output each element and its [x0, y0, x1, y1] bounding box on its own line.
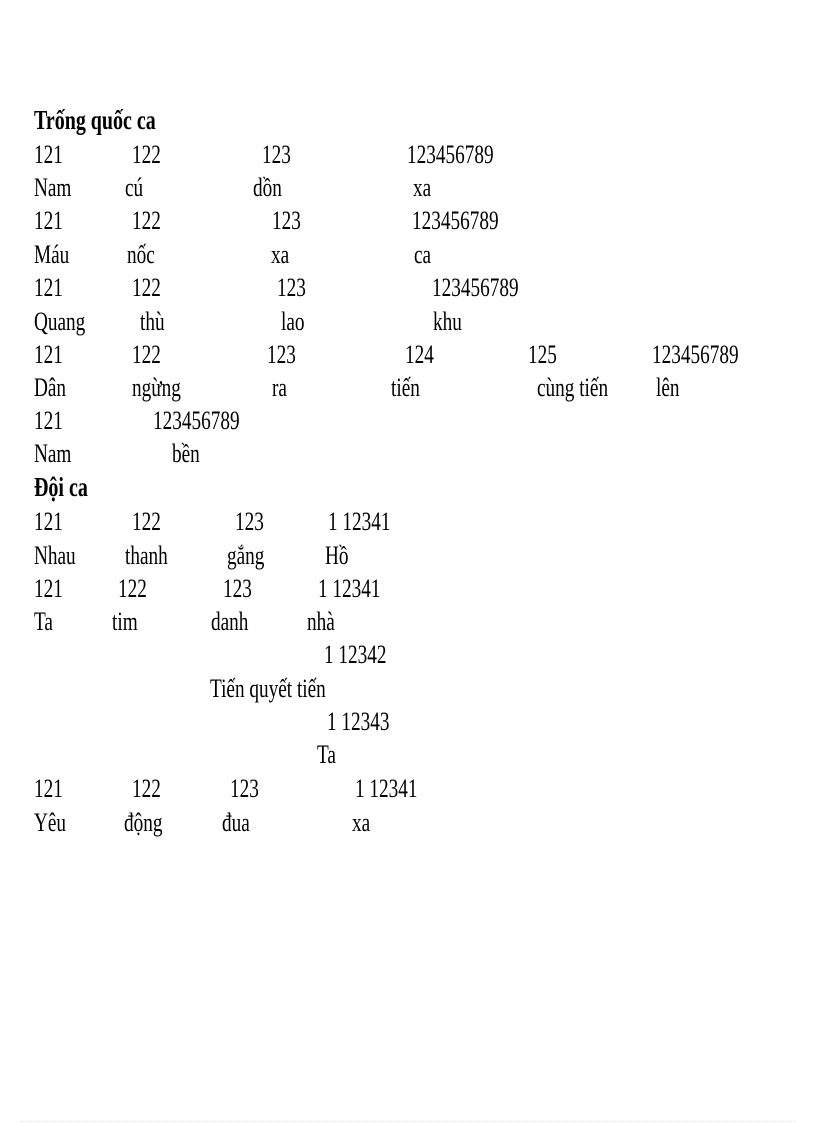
- number-token: 121: [34, 574, 63, 603]
- number-token: 124: [405, 340, 434, 369]
- section-title-line: [0, 471, 816, 504]
- number-token: 122: [132, 340, 161, 369]
- number-token: 123: [223, 574, 252, 603]
- number-line: [0, 271, 816, 304]
- number-token: 123: [267, 340, 296, 369]
- lyric-word: nhà: [307, 607, 335, 636]
- number-token: 122: [132, 774, 161, 803]
- lyric-word: Ta: [34, 607, 53, 636]
- lyric-line: [0, 437, 816, 470]
- lyric-line: [0, 806, 816, 839]
- number-token: 123: [235, 507, 264, 536]
- page-bottom-divider: [20, 1121, 796, 1122]
- lyric-word: ra: [272, 373, 287, 402]
- lyric-word: tiến: [391, 373, 420, 402]
- lyric-line: [0, 371, 816, 404]
- number-line: [0, 772, 816, 805]
- lyric-word: bền: [172, 439, 200, 468]
- number-line: [0, 404, 816, 437]
- lyric-word: xa: [413, 173, 432, 202]
- number-token: 1 12341: [355, 774, 418, 803]
- lyric-word: nốc: [127, 240, 155, 269]
- lyric-line: [0, 738, 816, 771]
- number-token: 1 12341: [328, 507, 391, 536]
- number-token: 1 12343: [327, 707, 390, 736]
- number-token: 123456789: [412, 206, 499, 235]
- number-token: 121: [34, 206, 63, 235]
- lyric-word: ngừng: [132, 373, 181, 402]
- lyric-word: Máu: [34, 240, 70, 269]
- number-token: 123: [272, 206, 301, 235]
- lyric-word: thù: [140, 307, 165, 336]
- number-token: 123: [277, 273, 306, 302]
- number-token: 123456789: [153, 406, 240, 435]
- lyric-word: dồn: [253, 173, 282, 202]
- lyric-line: [0, 605, 816, 638]
- lyric-word: gắng: [227, 541, 265, 570]
- lyric-word: tim: [112, 607, 138, 636]
- number-line: [0, 638, 816, 671]
- number-token: 121: [34, 140, 63, 169]
- lyric-word: động: [124, 808, 163, 837]
- number-token: 125: [528, 340, 557, 369]
- number-token: 122: [118, 574, 147, 603]
- lyric-word: Nam: [34, 439, 72, 468]
- number-token: 121: [34, 340, 63, 369]
- number-line: [0, 338, 816, 371]
- number-token: 122: [132, 206, 161, 235]
- lyric-line: [0, 672, 816, 705]
- number-token: 121: [34, 507, 63, 536]
- number-token: 122: [132, 507, 161, 536]
- lyric-word: cùng tiến: [537, 373, 609, 402]
- lyric-word: lao: [281, 307, 305, 336]
- number-token: 1 12341: [318, 574, 381, 603]
- lyric-word: Hồ: [325, 541, 349, 570]
- number-token: 121: [34, 774, 63, 803]
- lyric-word: ca: [414, 240, 432, 269]
- lyric-word: xa: [352, 808, 371, 837]
- section-title-line: [0, 104, 816, 137]
- number-line: [0, 505, 816, 538]
- number-line: [0, 138, 816, 171]
- number-token: 122: [132, 140, 161, 169]
- number-token: 123456789: [432, 273, 519, 302]
- lyric-line: [0, 238, 816, 271]
- lyric-word: xa: [271, 240, 290, 269]
- lyric-line: [0, 171, 816, 204]
- number-token: 121: [34, 273, 63, 302]
- number-token: 123456789: [652, 340, 739, 369]
- number-line: [0, 572, 816, 605]
- lyric-line: [0, 305, 816, 338]
- number-token: 123456789: [407, 140, 494, 169]
- section-title: Trống quốc ca: [34, 105, 156, 135]
- lyric-word: lên: [656, 373, 680, 402]
- number-token: 123: [262, 140, 291, 169]
- lyric-word: Quang: [34, 307, 86, 336]
- number-token: 121: [34, 406, 63, 435]
- lyric-line: [0, 539, 816, 572]
- number-line: [0, 705, 816, 738]
- lyric-word: Tiến quyết tiến: [210, 674, 326, 703]
- lyric-word: Nhau: [34, 541, 76, 570]
- lyric-word: Yêu: [34, 808, 67, 837]
- lyric-word: Ta: [317, 740, 336, 769]
- lyric-word: đua: [222, 808, 250, 837]
- number-line: [0, 204, 816, 237]
- lyric-word: Dân: [34, 373, 67, 402]
- number-token: 1 12342: [324, 640, 387, 669]
- number-token: 122: [132, 273, 161, 302]
- section-title: Đội ca: [34, 472, 88, 502]
- lyric-word: Nam: [34, 173, 72, 202]
- lyric-word: cú: [125, 173, 144, 202]
- lyric-word: danh: [211, 607, 249, 636]
- lyric-word: thanh: [125, 541, 168, 570]
- number-token: 123: [230, 774, 259, 803]
- lyric-word: khu: [433, 307, 462, 336]
